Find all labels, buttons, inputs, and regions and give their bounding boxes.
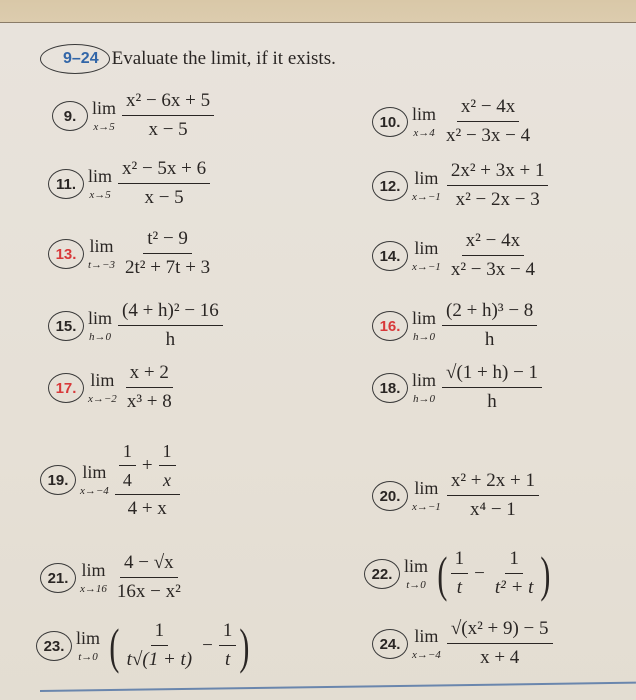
numerator: t² − 9 bbox=[143, 228, 192, 254]
problem-number: 10. bbox=[372, 107, 408, 137]
fraction: $\frac{1}{t}$ bbox=[219, 620, 237, 671]
problem-21 bbox=[40, 552, 185, 603]
problem-number: 11. bbox=[48, 169, 84, 199]
problem-number: 9. bbox=[52, 101, 88, 131]
numerator: √(1 + h) − 1 bbox=[442, 362, 542, 388]
limit-operator: lim t→0 bbox=[404, 555, 429, 591]
numerator: x² − 6x + 5 bbox=[122, 90, 214, 116]
numerator: (2 + h)³ − 8 bbox=[442, 300, 537, 326]
limit-approach: x→−1 bbox=[412, 190, 441, 203]
problem-number: 22. bbox=[364, 559, 400, 589]
numerator: x² − 4x bbox=[457, 96, 519, 122]
limit-approach: x→−4 bbox=[80, 485, 109, 497]
problem-number: 20. bbox=[372, 481, 408, 511]
limit-approach: x→−4 bbox=[412, 648, 441, 661]
limit-approach: t→0 bbox=[78, 650, 98, 663]
limit-operator: lim h→0 bbox=[412, 369, 437, 405]
problem-number: 23. bbox=[36, 631, 72, 661]
denominator: h bbox=[165, 329, 176, 350]
fraction bbox=[113, 552, 185, 603]
problem-20 bbox=[372, 470, 539, 521]
denominator: x² − 3x − 4 bbox=[450, 259, 535, 280]
problem-number-highlighted: 16. bbox=[372, 311, 408, 341]
numerator: x² − 4x bbox=[462, 230, 524, 256]
fraction bbox=[123, 362, 176, 413]
limit-operator: lim h→0 bbox=[88, 307, 113, 343]
problem-16 bbox=[372, 300, 537, 351]
limit-operator: lim x→−1 bbox=[412, 237, 441, 273]
fraction bbox=[447, 470, 539, 521]
problem-18 bbox=[372, 362, 542, 413]
limit-operator: lim t→−3 bbox=[88, 235, 115, 271]
limit-approach: x→5 bbox=[89, 188, 111, 201]
problem-12 bbox=[372, 160, 548, 211]
limit-approach: x→16 bbox=[80, 582, 107, 595]
limit-operator: lim t→0 bbox=[76, 627, 101, 663]
exercise-header bbox=[40, 44, 336, 74]
limit-approach: x→−2 bbox=[88, 392, 117, 405]
denominator: x³ + 8 bbox=[126, 391, 172, 412]
limit-operator: lim h→0 bbox=[412, 307, 437, 343]
limit-operator: lim x→16 bbox=[80, 559, 107, 595]
fraction: $\frac{1}{t}$ bbox=[451, 548, 469, 599]
limit-approach: h→0 bbox=[413, 392, 435, 405]
fraction bbox=[121, 228, 214, 279]
problem-19 bbox=[40, 440, 180, 520]
denominator: 16x − x² bbox=[116, 581, 181, 602]
fraction bbox=[447, 618, 553, 669]
problem-23: 23. lim t→0 ( $\frac{1}{t√(1 + t)}$ − $\frac{1}{t}$ ) bbox=[36, 620, 253, 671]
denominator: x² − 2x − 3 bbox=[455, 189, 540, 210]
problem-number: 24. bbox=[372, 629, 408, 659]
problem-14 bbox=[372, 230, 539, 281]
problem-number: 15. bbox=[48, 311, 84, 341]
problem-22: 22. lim t→0 ( $\frac{1}{t}$ − $\frac{1}{\text{t² + t}}$ ) bbox=[364, 548, 554, 599]
problem-13 bbox=[48, 228, 214, 279]
problem-9 bbox=[52, 90, 214, 141]
problem-11 bbox=[48, 158, 210, 209]
left-paren: ( bbox=[437, 545, 448, 602]
limit-operator: lim x→4 bbox=[412, 103, 437, 139]
denominator: x + 4 bbox=[480, 647, 520, 668]
right-paren: ) bbox=[540, 545, 551, 602]
complex-fraction bbox=[115, 440, 180, 520]
denominator: x − 5 bbox=[148, 119, 188, 140]
fraction bbox=[118, 158, 210, 209]
denominator: 2t² + 7t + 3 bbox=[124, 257, 211, 278]
right-paren: ) bbox=[239, 617, 250, 674]
fraction: $\frac{1}{\text{t² + t}}$ bbox=[494, 548, 534, 598]
numerator: $\frac{1}{4}$ + $\frac{1}{x}$ bbox=[115, 440, 180, 495]
denominator: x − 5 bbox=[144, 187, 184, 208]
limit-operator: lim x→−1 bbox=[412, 477, 441, 513]
limit-operator: lim x→5 bbox=[88, 165, 113, 201]
denominator: x⁴ − 1 bbox=[469, 499, 516, 520]
limit-operator: lim x→−4 bbox=[80, 462, 109, 497]
previous-page-edge bbox=[0, 0, 636, 23]
fraction bbox=[447, 160, 549, 211]
problem-number: 21. bbox=[40, 563, 76, 593]
limit-operator: lim x→−1 bbox=[412, 167, 441, 203]
denominator: x² − 3x − 4 bbox=[446, 125, 531, 146]
problem-number: 14. bbox=[372, 241, 408, 271]
fraction bbox=[122, 90, 214, 141]
limit-approach: h→0 bbox=[89, 330, 111, 343]
problem-17 bbox=[48, 362, 176, 413]
fraction bbox=[442, 362, 542, 413]
inner-fraction: $\frac{1}{4}$ bbox=[119, 440, 136, 491]
problem-number: 19. bbox=[40, 465, 76, 495]
left-paren: ( bbox=[109, 617, 120, 674]
problem-number: 12. bbox=[372, 171, 408, 201]
limit-approach: t→0 bbox=[406, 578, 426, 591]
problem-number-highlighted: 17. bbox=[48, 373, 84, 403]
fraction: $\frac{1}{t√(1 + t)}$ bbox=[126, 620, 193, 670]
limit-operator: lim x→−4 bbox=[412, 625, 441, 661]
numerator: 2x² + 3x + 1 bbox=[447, 160, 549, 186]
numerator: √(x² + 9) − 5 bbox=[447, 618, 553, 644]
problem-15 bbox=[48, 300, 223, 351]
numerator: x + 2 bbox=[126, 362, 173, 388]
inner-fraction: $\frac{1}{x}$ bbox=[159, 440, 176, 491]
denominator: h bbox=[484, 329, 495, 350]
fraction bbox=[442, 96, 534, 147]
fraction bbox=[118, 300, 223, 351]
denominator: 4 + x bbox=[127, 498, 167, 519]
limit-approach: x→−1 bbox=[412, 260, 441, 273]
problem-24 bbox=[372, 618, 553, 669]
limit-approach: t→−3 bbox=[88, 258, 115, 271]
limit-approach: x→−1 bbox=[412, 500, 441, 513]
instruction-text: Evaluate the limit, if it exists. bbox=[111, 48, 336, 69]
limit-approach: x→5 bbox=[93, 120, 115, 133]
exercise-range-label: 9–24 bbox=[40, 44, 110, 74]
numerator: 4 − √x bbox=[120, 552, 178, 578]
limit-operator: lim x→−2 bbox=[88, 369, 117, 405]
problem-number-highlighted: 13. bbox=[48, 239, 84, 269]
denominator: h bbox=[487, 391, 497, 412]
numerator: (4 + h)² − 16 bbox=[118, 300, 223, 326]
problem-number: 18. bbox=[372, 373, 408, 403]
fraction bbox=[442, 300, 537, 351]
limit-operator: lim x→5 bbox=[92, 97, 117, 133]
limit-approach: h→0 bbox=[413, 330, 435, 343]
numerator: x² + 2x + 1 bbox=[447, 470, 539, 496]
numerator: x² − 5x + 6 bbox=[118, 158, 210, 184]
fraction bbox=[447, 230, 539, 281]
problem-10 bbox=[372, 96, 534, 147]
limit-approach: x→4 bbox=[413, 126, 435, 139]
